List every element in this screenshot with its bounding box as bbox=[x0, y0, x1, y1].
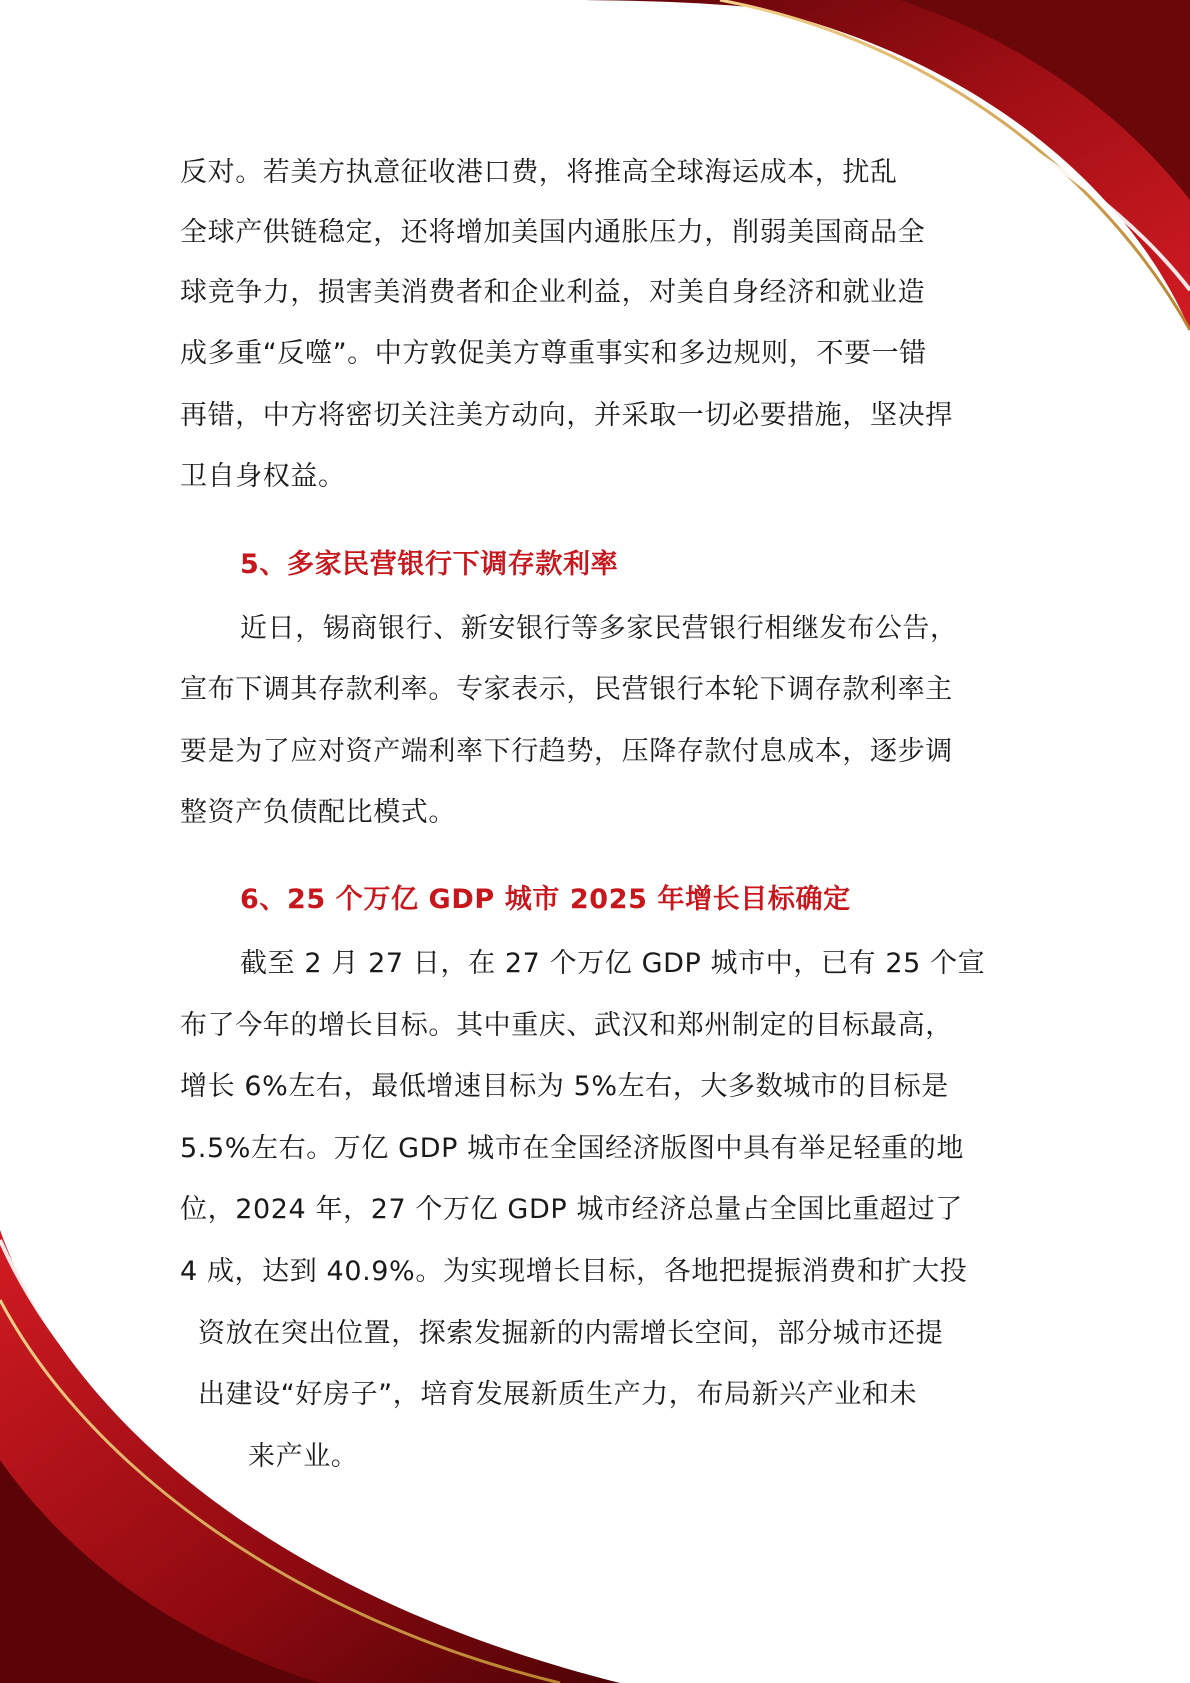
text-line: 位，2024 年，27 个万亿 GDP 城市经济总量占全国比重超过了 bbox=[180, 1194, 963, 1225]
text-line: 来产业。 bbox=[248, 1441, 359, 1472]
text-line: 截至 2 月 27 日，在 27 个万亿 GDP 城市中，已有 25 个宣 bbox=[240, 948, 986, 979]
text-line: 资放在突出位置，探索发掘新的内需增长空间，部分城市还提 bbox=[198, 1318, 944, 1349]
text-line: 宣布下调其存款利率。专家表示，民营银行本轮下调存款利率主 bbox=[180, 674, 953, 705]
text-line: 出建设“好房子”，培育发展新质生产力，布局新兴产业和未 bbox=[198, 1379, 918, 1410]
section-5-heading: 5、多家民营银行下调存款利率 bbox=[240, 549, 619, 580]
text-line: 卫自身权益。 bbox=[180, 461, 346, 492]
text-line: 增长 6%左右，最低增速目标为 5%左右，大多数城市的目标是 bbox=[180, 1071, 949, 1102]
text-line: 球竞争力，损害美消费者和企业利益，对美自身经济和就业造 bbox=[180, 277, 926, 308]
text-line: 整资产负债配比模式。 bbox=[180, 797, 456, 828]
text-line: 近日，锡商银行、新安银行等多家民营银行相继发布公告， bbox=[240, 613, 958, 644]
text-line: 要是为了应对资产端利率下行趋势，压降存款付息成本，逐步调 bbox=[180, 736, 953, 767]
section-6-heading: 6、25 个万亿 GDP 城市 2025 年增长目标确定 bbox=[240, 884, 851, 915]
text-line: 再错，中方将密切关注美方动向，并采取一切必要措施，坚决捍 bbox=[180, 400, 953, 431]
text-line: 成多重“反噬”。中方敦促美方尊重事实和多边规则，不要一错 bbox=[180, 338, 927, 369]
text-line: 反对。若美方执意征收港口费，将推高全球海运成本，扰乱 bbox=[180, 157, 898, 188]
text-line: 全球产供链稳定，还将增加美国内通胀压力，削弱美国商品全 bbox=[180, 217, 926, 248]
text-line: 5.5%左右。万亿 GDP 城市在全国经济版图中具有举足轻重的地 bbox=[180, 1133, 964, 1164]
text-line: 布了今年的增长目标。其中重庆、武汉和郑州制定的目标最高， bbox=[180, 1010, 953, 1041]
text-line: 4 成，达到 40.9%。为实现增长目标，各地把提振消费和扩大投 bbox=[180, 1256, 968, 1287]
